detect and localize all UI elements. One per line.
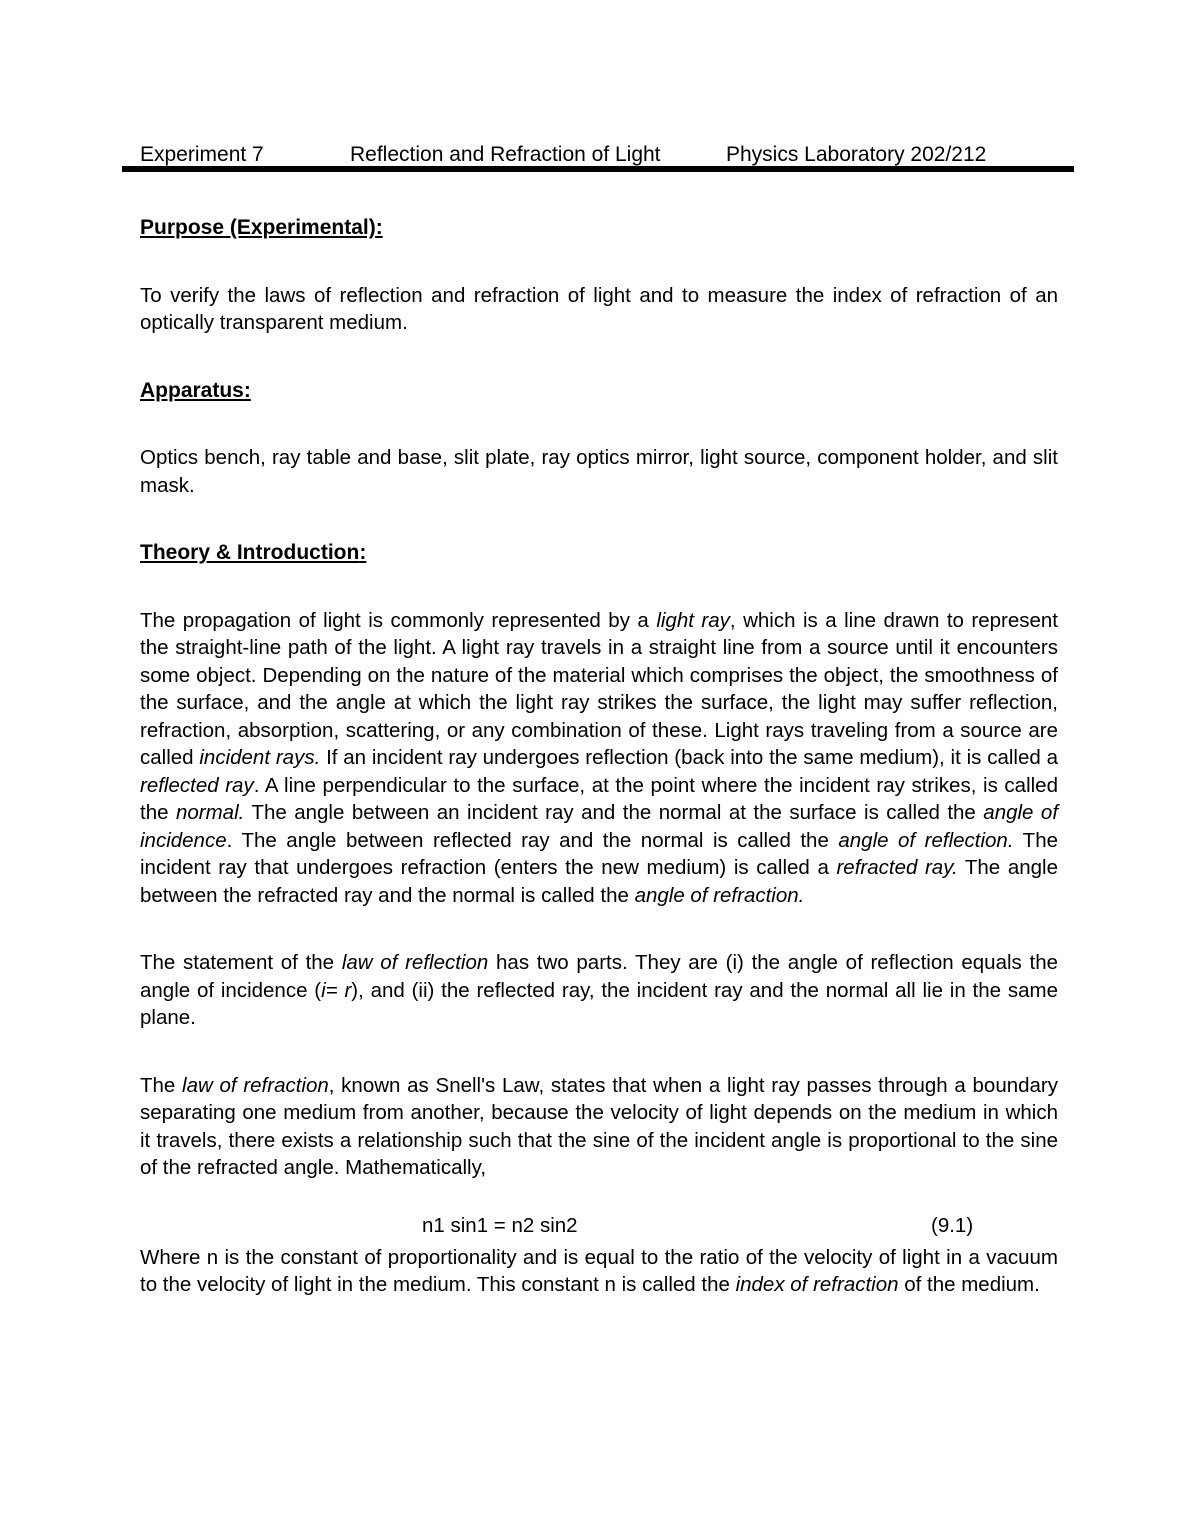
theory-heading: Theory & Introduction: bbox=[140, 541, 367, 564]
header-course: Physics Laboratory 202/212 bbox=[726, 143, 987, 166]
header-experiment: Experiment 7 bbox=[140, 143, 264, 166]
apparatus-heading: Apparatus: bbox=[140, 378, 251, 402]
purpose-heading: Purpose (Experimental): bbox=[140, 216, 383, 239]
apparatus-text: Optics bench, ray table and base, slit plate, ray optics mirror, light source, component holder, and slit mask. bbox=[140, 446, 1058, 497]
theory-paragraph-law-of-refraction: The law of refraction, known as Snell's Law, states that when a light ray passes through a boundary separating one medium from another, because the velocity of light depends on the medium in which it travels, there exists a relationship such that the sine of the incident angle is proportional to the sine of the refracted angle. Mathematically, bbox=[140, 1073, 1058, 1179]
snells-law-equation bbox=[140, 1210, 1058, 1244]
equation-number: (9.1) bbox=[931, 1213, 974, 1237]
equation-expression: n1 sin1 = n2 sin2 bbox=[422, 1213, 578, 1237]
theory-paragraph-law-of-reflection: The statement of the law of reflection has two parts. They are (i) the angle of reflection equals the angle of incidence (i= r), and (ii) the reflected ray, the incident ray and the normal all lie in the same plane. bbox=[140, 951, 1058, 1029]
theory-paragraph-index-of-refraction: Where n is the constant of proportionality and is equal to the ratio of the velocity of light in a vacuum to the velocity of light in the medium. This constant n is called the index of refraction of the medium. bbox=[140, 1245, 1058, 1296]
document-body bbox=[140, 214, 1058, 1339]
header-title: Reflection and Refraction of Light bbox=[350, 143, 661, 166]
header-rule bbox=[122, 166, 1074, 172]
purpose-text: To verify the laws of reflection and refraction of light and to measure the index of refraction of an optically transparent medium. bbox=[140, 283, 1058, 334]
theory-paragraph-light-rays: The propagation of light is commonly represented by a light ray, which is a line drawn to represent the straight-line path of the light. A light ray travels in a straight line from a source until it encounters some object. Depending on the nature of the material which comprises the object, the smoothness of the surface, and the angle at which the light ray strikes the surface, the light may suffer reflection, refraction, absorption, scattering, or any combination of these. Light rays traveling from a source are called incident rays. If an incident ray undergoes reflection (back into the same medium), it is called a reflected ray. A line perpendicular to the surface, at the point where the incident ray strikes, is called the normal. The angle between an incident ray and the normal at the surface is called the angle of incidence. The angle between reflected ray and the normal is called the angle of reflection. The incident ray that undergoes refraction (enters the new medium) is called a refracted ray. The angle between the refracted ray and the normal is called the angle of refraction. bbox=[140, 608, 1059, 907]
